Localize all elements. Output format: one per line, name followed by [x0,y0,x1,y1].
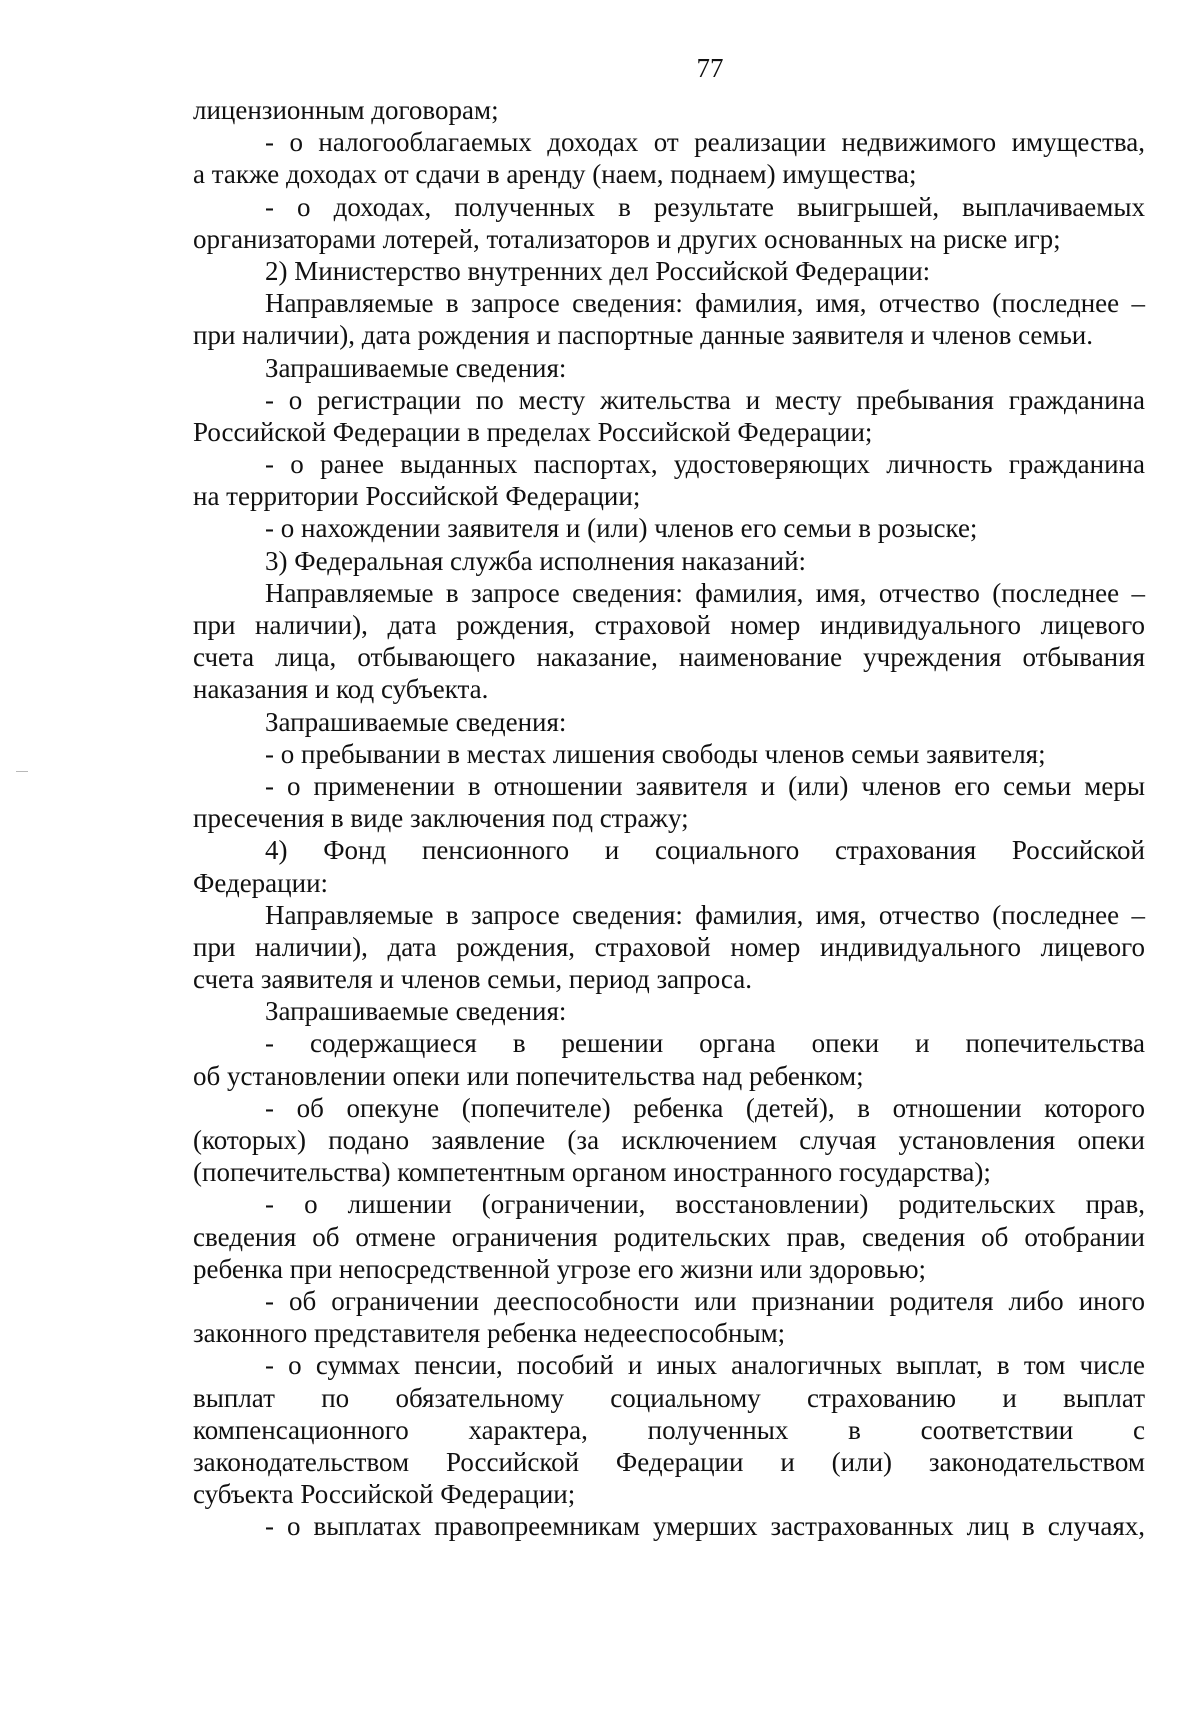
document-body [193,94,1145,1542]
document-line: (попечительства) компетентным органом иностранного государства); [193,1157,991,1188]
document-line: - о регистрации по месту жительства и месту пребывания гражданина [265,384,1145,415]
document-line: Запрашиваемые сведения: [265,706,567,737]
document-line: Российской Федерации в пределах Российской Федерации; [193,416,873,447]
document-line: компенсационного характера, полученных в соответствии с [193,1414,1145,1445]
document-line: 3) Федеральная служба исполнения наказаний: [265,545,807,576]
document-line: - содержащиеся в решении органа опеки и попечительства [265,1028,1145,1059]
document-line: законного представителя ребенка недееспособным; [193,1318,786,1349]
document-line: Направляемые в запросе сведения: фамилия, имя, отчество (последнее – [265,288,1145,319]
document-line: - о налогооблагаемых доходах от реализации недвижимого имущества, [265,127,1145,158]
document-line: - о выплатах правопреемникам умерших застрахованных лиц в случаях, [265,1511,1145,1542]
document-line: 4) Фонд пенсионного и социального страхования Российской [265,835,1145,866]
document-line: счета лица, отбывающего наказание, наименование учреждения отбывания [193,642,1145,673]
page-number: 77 [696,53,724,83]
document-line: законодательством Российской Федерации и (или) законодательством [193,1446,1145,1477]
document-line: - о суммах пенсии, пособий и иных аналогичных выплат, в том числе [265,1350,1145,1381]
document-line: Федерации: [193,867,329,898]
document-line: пресечения в виде заключения под стражу; [193,803,689,834]
document-line: 2) Министерство внутренних дел Российской Федерации: [265,255,931,286]
document-line: при наличии), дата рождения, страховой номер индивидуального лицевого [193,610,1145,640]
document-line: наказания и код субъекта. [193,674,489,705]
document-line: - о применении в отношении заявителя и (или) членов его семьи меры [265,770,1145,801]
document-line: лицензионным договорам; [193,95,499,125]
document-line: сведения об отмене ограничения родительских прав, сведения об отобрании [193,1221,1145,1252]
document-line: на территории Российской Федерации; [193,481,641,512]
document-line: субъекта Российской Федерации; [193,1479,576,1510]
document-line: - о лишении (ограничении, восстановлении) родительских прав, [265,1189,1145,1220]
document-line: - об ограничении дееспособности или признании родителя либо иного [265,1285,1145,1316]
document-line: - о пребывании в местах лишения свободы членов семьи заявителя; [265,738,1046,769]
document-line: - о доходах, полученных в результате выигрышей, выплачиваемых [265,191,1145,222]
document-line: ребенка при непосредственной угрозе его жизни или здоровью; [193,1253,927,1284]
document-line: об установлении опеки или попечительства над ребенком; [193,1060,864,1091]
document-line: - о нахождении заявителя и (или) членов его семьи в розыске; [265,513,978,544]
document-line: Направляемые в запросе сведения: фамилия, имя, отчество (последнее – [265,577,1145,608]
document-line: Направляемые в запросе сведения: фамилия, имя, отчество (последнее – [265,899,1145,930]
scan-margin-mark [16,771,28,772]
document-line: (которых) подано заявление (за исключением случая установления опеки [193,1125,1145,1155]
document-line: а также доходах от сдачи в аренду (наем, поднаем) имущества; [193,159,917,190]
document-line: - об опекуне (попечителе) ребенка (детей), в отношении которого [265,1092,1145,1123]
document-line: при наличии), дата рождения, страховой номер индивидуального лицевого [193,931,1145,962]
document-line: выплат по обязательному социальному страхованию и выплат [193,1382,1145,1413]
document-line: счета заявителя и членов семьи, период запроса. [193,964,752,995]
document-line: при наличии), дата рождения и паспортные данные заявителя и членов семьи. [193,320,1093,351]
document-line: - о ранее выданных паспортах, удостоверяющих личность гражданина [265,449,1145,480]
document-line: Запрашиваемые сведения: [265,352,567,383]
document-line: организаторами лотерей, тотализаторов и других основанных на риске игр; [193,223,1061,254]
document-line: Запрашиваемые сведения: [265,996,567,1027]
